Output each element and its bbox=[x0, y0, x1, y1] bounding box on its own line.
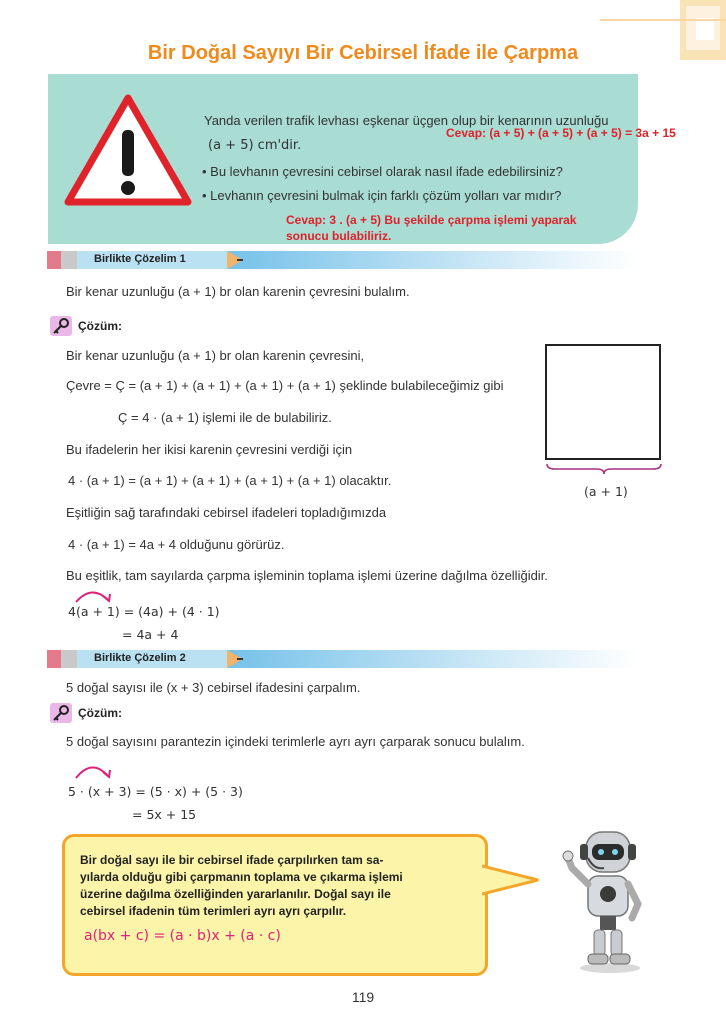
intro-line-2: (a + 5) cm'dir. bbox=[208, 138, 302, 153]
page-title: Bir Doğal Sayıyı Bir Cebirsel İfade ile Çarpma bbox=[147, 42, 579, 64]
warning-sign-icon bbox=[64, 94, 192, 206]
corner-decoration bbox=[600, 0, 726, 80]
intro-bullet-1: • Bu levhanın çevresini cebirsel olarak nasıl ifade edebilirsiniz? bbox=[202, 164, 563, 179]
section-1-step-5: 4 · (a + 1) = (a + 1) + (a + 1) + (a + 1) + (a + 1) olacaktır. bbox=[68, 473, 392, 488]
intro-answer-2-line-2: sonucu bulabiliriz. bbox=[286, 229, 392, 243]
section-2-step-1: 5 doğal sayısını parantezin içindeki terimlerle ayrı ayrı çarparak sonucu bulalım. bbox=[66, 734, 525, 749]
square-side-label: (a + 1) bbox=[584, 484, 628, 499]
key-icon bbox=[50, 316, 72, 336]
section-1-math-1: 4(a + 1) = (4a) + (4 · 1) bbox=[68, 604, 220, 619]
note-line-4: cebirsel ifadenin tüm terimleri ayrı ayrı çarpılır. bbox=[80, 904, 347, 918]
intro-bullet-2: • Levhanın çevresini bulmak için farklı çözüm yolları var mıdır? bbox=[202, 188, 562, 203]
curved-arrow-icon bbox=[72, 760, 116, 782]
section-2-label: Birlikte Çözelim 2 bbox=[94, 652, 186, 664]
brace-icon bbox=[545, 462, 663, 476]
intro-line-1: Yanda verilen trafik levhası eşkenar üçgen olup bir kenarının uzunluğu bbox=[204, 113, 609, 128]
section-1-label: Birlikte Çözelim 1 bbox=[94, 253, 186, 265]
square-figure bbox=[545, 344, 661, 460]
section-1-math-2: = 4a + 4 bbox=[122, 627, 179, 642]
section-2-math-2: = 5x + 15 bbox=[132, 807, 197, 822]
section-1-step-2: Çevre = Ç = (a + 1) + (a + 1) + (a + 1) + (a + 1) şeklinde bulabileceğimiz gibi bbox=[66, 378, 504, 393]
section-2-math-1: 5 · (x + 3) = (5 · x) + (5 · 3) bbox=[68, 784, 243, 799]
intro-answer-1: Cevap: (a + 5) + (a + 5) + (a + 5) = 3a + 15 bbox=[446, 126, 676, 140]
section-1-step-7: 4 · (a + 1) = 4a + 4 olduğunu görürüz. bbox=[68, 537, 285, 552]
note-pointer bbox=[482, 862, 542, 902]
note-line-2: yılarda olduğu gibi çarpmanın toplama ve çıkarma işlemi bbox=[80, 870, 403, 884]
section-1-step-8: Bu eşitlik, tam sayılarda çarpma işleminin toplama işlemi üzerine dağılma özelliğidir. bbox=[66, 568, 548, 583]
section-1-step-3: Ç = 4 · (a + 1) işlemi ile de bulabiliriz. bbox=[118, 410, 332, 425]
section-1-problem: Bir kenar uzunluğu (a + 1) br olan karenin çevresini bulalım. bbox=[66, 284, 410, 299]
note-line-1: Bir doğal sayı ile bir cebirsel ifade çarpılırken tam sa- bbox=[80, 853, 384, 867]
intro-answer-2-line-1: Cevap: 3 . (a + 5) Bu şekilde çarpma işlemi yaparak bbox=[286, 213, 577, 227]
cozum-label-1: Çözüm: bbox=[78, 319, 122, 333]
section-1-step-1: Bir kenar uzunluğu (a + 1) br olan karenin çevresini, bbox=[66, 348, 365, 363]
section-1-step-6: Eşitliğin sağ tarafındaki cebirsel ifadeleri topladığımızda bbox=[66, 505, 387, 520]
robot-illustration bbox=[558, 828, 654, 974]
note-line-3: üzerine dağılma özelliğinden yararlanılır. Doğal sayı ile bbox=[80, 887, 391, 901]
section-1-step-4: Bu ifadelerin her ikisi karenin çevresini verdiği için bbox=[66, 442, 353, 457]
curved-arrow-icon bbox=[72, 586, 116, 606]
section-2-problem: 5 doğal sayısı ile (x + 3) cebirsel ifadesini çarpalım. bbox=[66, 680, 361, 695]
key-icon bbox=[50, 703, 72, 723]
cozum-label-2: Çözüm: bbox=[78, 706, 122, 720]
page-number: 119 bbox=[351, 989, 375, 1005]
note-formula: a(bx + c) = (a · b)x + (a · c) bbox=[84, 928, 281, 944]
